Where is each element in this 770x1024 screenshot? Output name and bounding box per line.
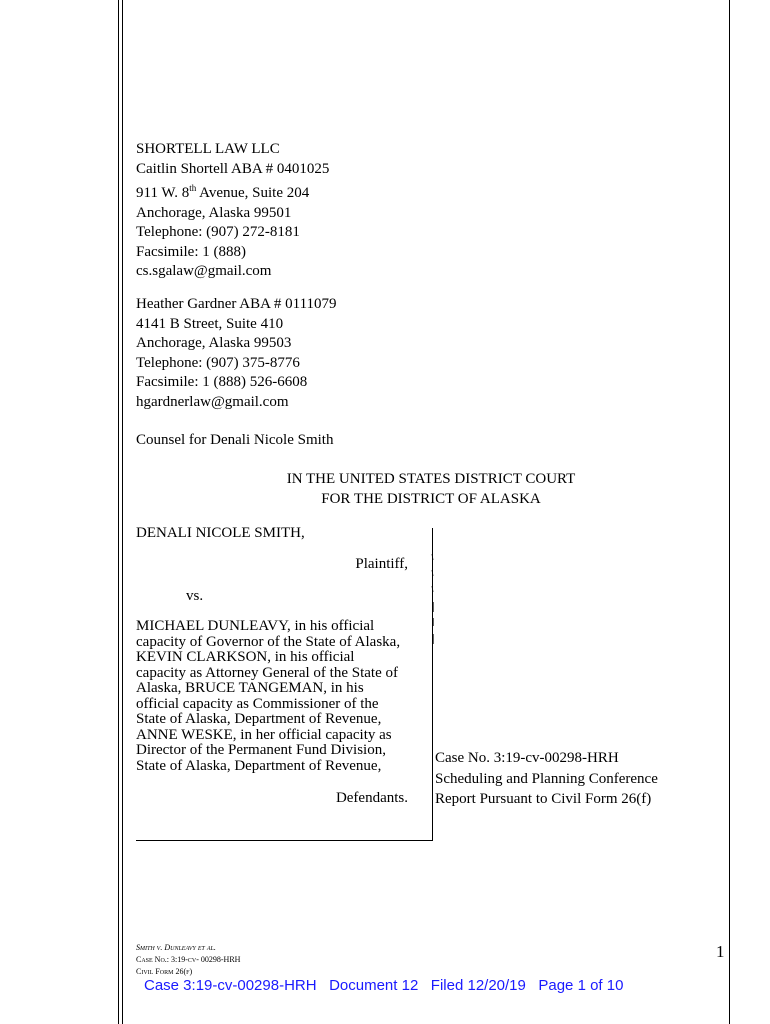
cocounsel-city: Anchorage, Alaska 99503 xyxy=(136,335,292,351)
case-info xyxy=(435,748,658,810)
firm-block xyxy=(136,140,329,282)
cocounsel-address: 4141 B Street, Suite 410 xyxy=(136,315,284,332)
document-title-line-2: Report Pursuant to Civil Form 26(f) xyxy=(435,791,652,807)
footer-short-title: Smith v. Dunleavy et al. xyxy=(136,943,216,952)
defendants-line: official capacity as Commissioner of the xyxy=(136,695,379,712)
plaintiff-label: Plaintiff, xyxy=(355,556,408,572)
vs-label: vs. xyxy=(186,588,204,604)
firm-attorney: Caitlin Shortell ABA # 0401025 xyxy=(136,160,330,177)
defendants-line: capacity of Governor of the State of Alaska, xyxy=(136,633,401,650)
defendants-label: Defendants. xyxy=(335,790,408,806)
divider-artifact-marks xyxy=(431,540,437,650)
cocounsel-phone: Telephone: (907) 375-8776 xyxy=(136,354,300,371)
defendants-line: MICHAEL DUNLEAVY, in his official xyxy=(136,618,375,634)
cocounsel-fax: Facsimile: 1 (888) 526-6608 xyxy=(136,374,308,390)
counsel-for: Counsel for Denali Nicole Smith xyxy=(136,432,334,448)
defendants-line: KEVIN CLARKSON, in his official xyxy=(136,649,355,665)
defendants-list xyxy=(136,619,432,774)
left-margin-rule-inner xyxy=(122,0,123,1024)
caption-bottom-rule xyxy=(136,840,433,841)
firm-address: 911 W. 8th Avenue, Suite 204 xyxy=(136,183,310,201)
document-title-line-1: Scheduling and Planning Conference xyxy=(435,770,658,787)
cocounsel-block xyxy=(136,295,337,412)
defendants-line: State of Alaska, Department of Revenue, xyxy=(136,757,382,774)
right-margin-rule xyxy=(729,0,730,1024)
defendants-line: State of Alaska, Department of Revenue, xyxy=(136,711,382,727)
firm-fax: Facsimile: 1 (888) xyxy=(136,243,246,260)
ecf-filing-stamp: Case 3:19-cv-00298-HRH Document 12 Filed 12/20/19 Page 1 of 10 xyxy=(144,977,624,994)
cocounsel-attorney: Heather Gardner ABA # 0111079 xyxy=(136,296,337,312)
footer-form: Civil Form 26(f) xyxy=(136,967,193,976)
firm-name: SHORTELL LAW LLC xyxy=(136,141,280,157)
defendants-line: Alaska, BRUCE TANGEMAN, in his xyxy=(136,680,364,696)
page-number: 1 xyxy=(716,942,725,961)
footer-block xyxy=(136,942,240,978)
case-number: Case No. 3:19-cv-00298-HRH xyxy=(435,750,619,766)
footer-case-no: Case No.: 3:19-cv- 00298-HRH xyxy=(136,955,241,964)
court-heading xyxy=(136,469,726,509)
defendants-line: Director of the Permanent Fund Division, xyxy=(136,742,386,758)
court-line-1: IN THE UNITED STATES DISTRICT COURT xyxy=(286,471,576,487)
firm-city: Anchorage, Alaska 99501 xyxy=(136,204,292,221)
plaintiff-name: DENALI NICOLE SMITH, xyxy=(136,525,305,541)
firm-phone: Telephone: (907) 272-8181 xyxy=(136,224,300,240)
defendants-line: ANNE WESKE, in her official capacity as xyxy=(136,726,392,743)
firm-email: cs.sgalaw@gmail.com xyxy=(136,263,272,279)
court-line-2: FOR THE DISTRICT OF ALASKA xyxy=(321,491,541,507)
cocounsel-email: hgardnerlaw@gmail.com xyxy=(136,393,289,410)
left-margin-rule-outer xyxy=(118,0,119,1024)
defendants-line: capacity as Attorney General of the State of xyxy=(136,664,398,681)
